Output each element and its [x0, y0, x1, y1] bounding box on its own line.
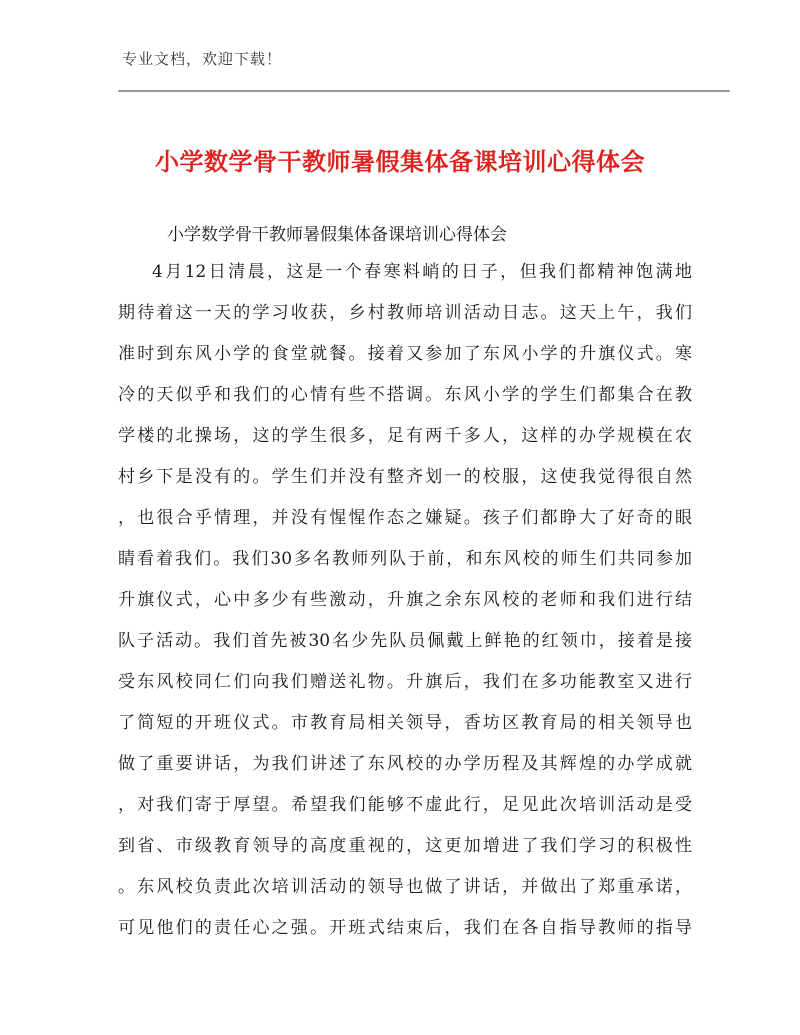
- body-line: ，对我们寄于厚望。希望我们能够不虚此行，足见此次培训活动是受: [118, 795, 692, 815]
- body-line: ，也很合乎情理，并没有惺惺作态之嫌疑。孩子们都睁大了好奇的眼: [118, 508, 692, 528]
- body-line: 4月12日清晨，这是一个春寒料峭的日子，但我们都精神饱满地: [152, 262, 692, 282]
- body-line: 受东风校同仁们向我们赠送礼物。升旗后，我们在多功能教室又进行: [118, 672, 692, 692]
- body-line: 村乡下是没有的。学生们并没有整齐划一的校服，这使我觉得很自然: [118, 467, 692, 487]
- body-line: 可见他们的责任心之强。开班式结束后，我们在各自指导教师的指导: [118, 918, 692, 938]
- body-line: 做了重要讲话，为我们讲述了东风校的办学历程及其辉煌的办学成就: [118, 754, 692, 774]
- body-line: 队子活动。我们首先被30名少先队员佩戴上鲜艳的红领巾，接着是接: [118, 631, 692, 651]
- body-line: 睛看着我们。我们30多名教师列队于前，和东风校的师生们共同参加: [118, 549, 692, 569]
- body-line: 期待着这一天的学习收获，乡村教师培训活动日志。这天上午，我们: [118, 303, 692, 323]
- body-line: 。东风校负责此次培训活动的领导也做了讲话，并做出了郑重承诺，: [118, 877, 692, 897]
- body-line: 学楼的北操场，这的学生很多，足有两千多人，这样的办学规模在农: [118, 426, 692, 446]
- body-line: 升旗仪式，心中多少有些激动，升旗之余东风校的老师和我们进行结: [118, 590, 692, 610]
- body-text: [118, 252, 692, 949]
- body-line: 准时到东风小学的食堂就餐。接着又参加了东风小学的升旗仪式。寒: [118, 344, 692, 364]
- header-divider: [118, 90, 730, 92]
- document-subtitle: 小学数学骨干教师暑假集体备课培训心得体会: [167, 225, 507, 245]
- header-note: 专业文档，欢迎下载！: [122, 50, 283, 68]
- body-line: 了简短的开班仪式。市教育局相关领导，香坊区教育局的相关领导也: [118, 713, 692, 733]
- body-line: 到省、市级教育领导的高度重视的，这更加增进了我们学习的积极性: [118, 836, 692, 856]
- body-line: 冷的天似乎和我们的心情有些不搭调。东风小学的学生们都集合在教: [118, 385, 692, 405]
- document-title: 小学数学骨干教师暑假集体备课培训心得体会: [155, 148, 645, 176]
